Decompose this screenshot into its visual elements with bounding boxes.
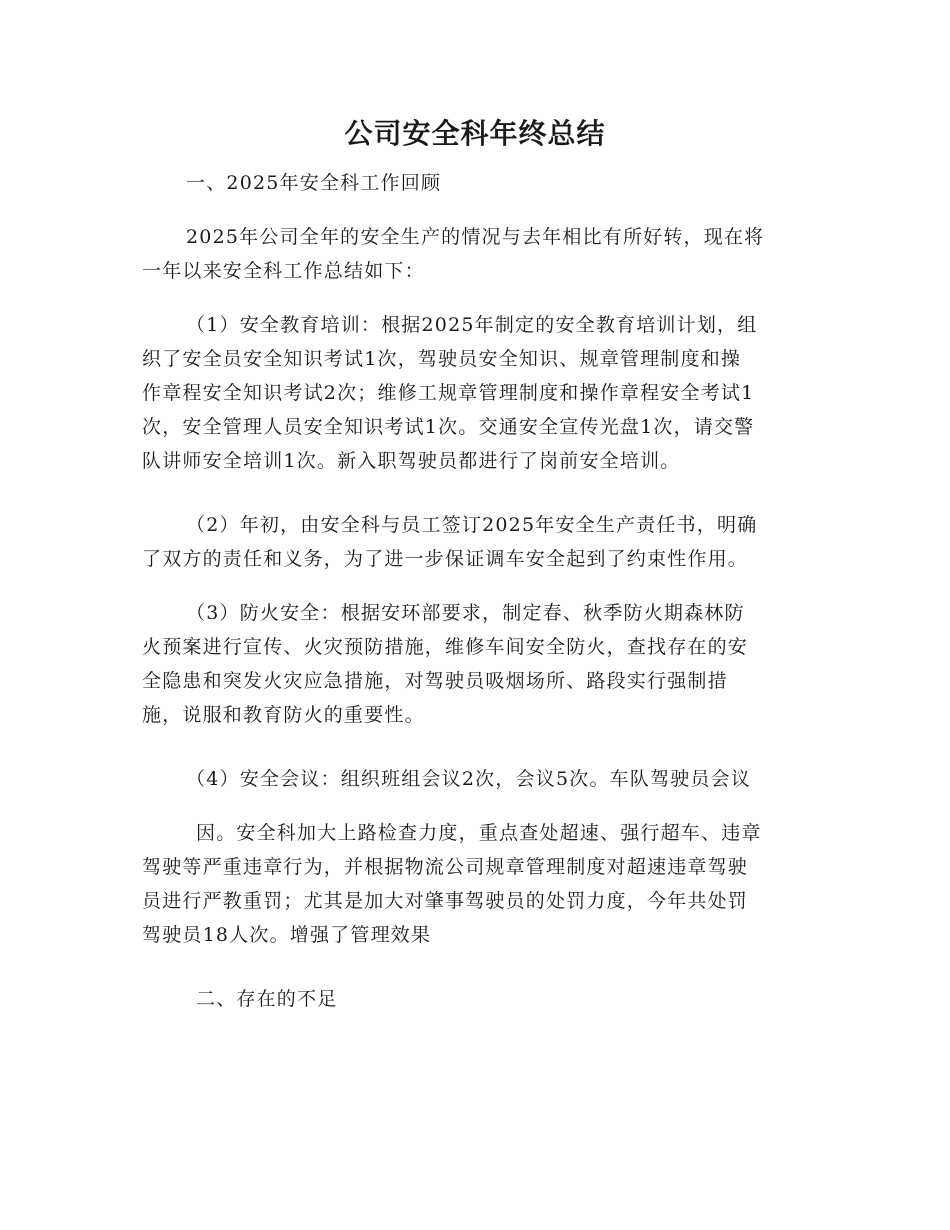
item3-line-2: 火预案进行宣传、火灾预防措施，维修车间安全防火，查找存在的安 <box>142 636 749 658</box>
intro-line-1: 2025年公司全年的安全生产的情况与去年相比有所好转，现在将 <box>186 226 765 248</box>
section-heading-shortcomings: 二、存在的不足 <box>196 988 338 1010</box>
item2-line-2: 了双方的责任和义务，为了进一步保证调车安全起到了约束性作用。 <box>142 548 749 570</box>
item4-line-1: （4）安全会议：组织班组会议2次，会议5次。车队驾驶员会议 <box>186 768 752 790</box>
item1-line-3: 作章程安全知识考试2次；维修工规章管理制度和操作章程安全考试1 <box>142 382 755 404</box>
item2-line-1: （2）年初，由安全科与员工签订2025年安全生产责任书，明确 <box>186 514 758 536</box>
item5-line-4: 驾驶员18人次。增强了管理效果 <box>142 924 432 946</box>
item5-line-1: 因。安全科加大上路检查力度，重点查处超速、强行超车、违章 <box>196 822 762 844</box>
document-title: 公司安全科年终总结 <box>344 117 606 150</box>
intro-line-2: 一年以来安全科工作总结如下： <box>142 260 425 282</box>
item1-line-5: 队讲师安全培训1次。新入职驾驶员都进行了岗前安全培训。 <box>142 450 681 472</box>
item3-line-4: 施，说服和教育防火的重要性。 <box>142 704 425 726</box>
section-heading-review: 一、2025年安全科工作回顾 <box>186 172 442 194</box>
item3-line-3: 全隐患和突发火灾应急措施，对驾驶员吸烟场所、路段实行强制措 <box>142 670 728 692</box>
item1-line-4: 次，安全管理人员安全知识考试1次。交通安全宣传光盘1次，请交警 <box>142 416 755 438</box>
item3-line-1: （3）防火安全：根据安环部要求，制定春、秋季防火期森林防 <box>186 602 745 624</box>
item1-line-1: （1）安全教育培训：根据2025年制定的安全教育培训计划，组 <box>186 314 758 336</box>
item5-line-2: 驾驶等严重违章行为，并根据物流公司规章管理制度对超速违章驾驶 <box>142 856 749 878</box>
item5-line-3: 员进行严教重罚；尤其是加大对肇事驾驶员的处罚力度，今年共处罚 <box>142 890 749 912</box>
item1-line-2: 织了安全员安全知识考试1次，驾驶员安全知识、规章管理制度和操 <box>142 348 742 370</box>
